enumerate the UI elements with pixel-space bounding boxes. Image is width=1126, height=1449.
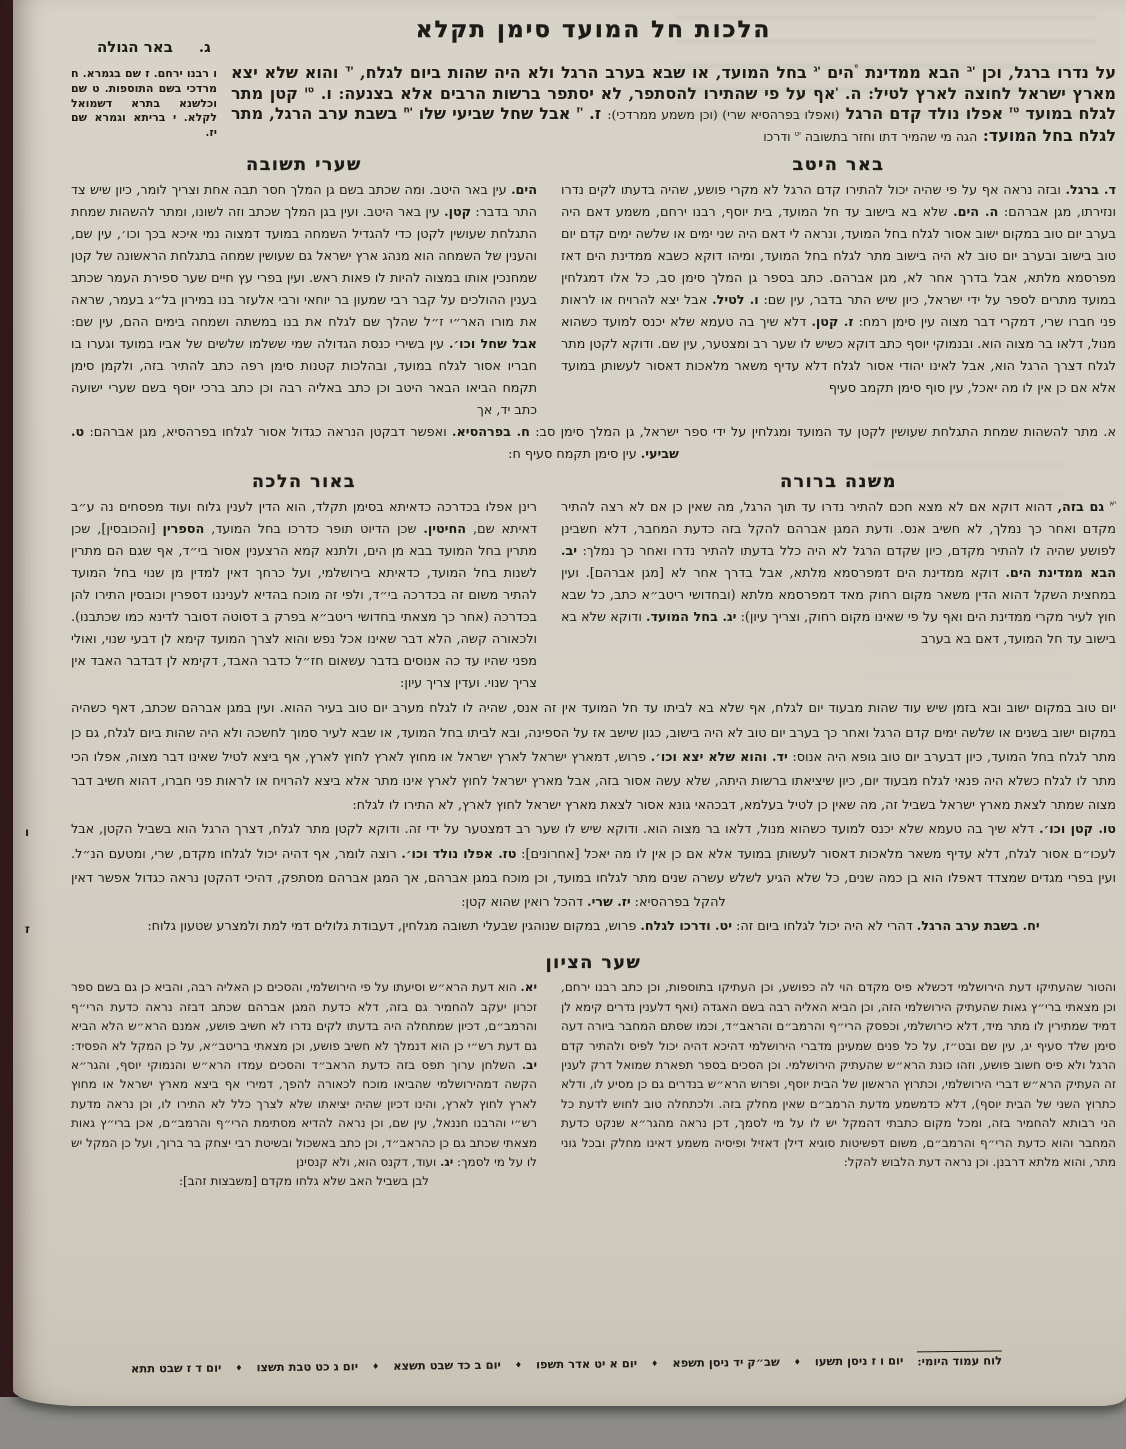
shaarei-teshuvah-heading: שערי תשובה	[246, 155, 362, 176]
mishnah-berurah-heading: משנה ברורה	[780, 472, 897, 493]
beer-hagolah-margin-letter: ז	[25, 922, 30, 937]
biur-halacha-heading: באור הלכה	[251, 472, 357, 493]
folio-number: ג.	[198, 38, 211, 56]
mishnah-berurah-paragraph: ז יח. בשבת ערב הרגל. דהרי לא היה יכול לגלחו ביום זה: יט. ודרכו לגלח. פרוש, במקום שנוהגין שבעלי תשובה מגלחין, דעבודת גלולים דמי למת ולמצרע שטעון גלוח:	[71, 915, 1116, 939]
shaarei-teshuvah-text: הים. עין באר היטב. ומה שכתב בשם גן המלך חסר תבה אחת וצריך לומר, כיון שיש צד התר בדבר: קטן. עין באר היטב. ועין בגן המלך שכתב וזה לשונו, ומתר להשהות שמחת התגלחת שעושין לקטן כדי להגדיל השמחה במועד דמצוה נמי איכא בכך וכו׳, עין שם, והענין של השמחה הוא מנהג ארץ ישראל גם שעושין שמחה בתגלחת הראשונה של קטן שמחנכין אותו במצוה להיות לו פאות ראש. ועין בפרי עץ חיים שער ספירת העמר שכתב בענין ההולכים על קבר רבי שמעון בר יוחאי ורבי אלעזר בנו במירון בל״ג בעמר, שראה את מורו האר״י ז״ל שהלך שם לגלח את בנו במשתה ושמחה בימים ההם, עין שם: אבל שחל וכו׳. עין בשירי כנסת הגדולה שמי ששלמו שלשים של אביו במועד וגערו בו חבריו אסור לגלח במועד, ובהלכות קטנות סימן רפה כתב להתיר בזה, ולקמן סימן תקמח הביאו הבאר היטב וכן כתב באליה רבה וכן כתב ברכי יוסף בשם שערי ישועה כתב יד, אך	[71, 183, 537, 419]
paper	[13, 0, 1126, 1406]
shulchan-aruch-text: על נדרו ברגל, וכן $^{יב}$ הבא ממדינת °הים $^{יג}$ בחל המועד, או שבא בערב הרגל ולא היה שהות ביום לגלח, $^{יד}$ והוא שלא יצא מארץ ישראל לחוצה לארץ לטיל: ה. $^י$אף על פי שהתירו להסתפר, לא יסתפר ברשות הרבים אלא בצנעה: ו. $^{טו}$ קטן מתר לגלח במועד $^{טז}$ אפלו נולד קדם הרגל (ואפלו בפרהסיא שרי) (וכן משמע ממרדכי): ז. $^{יז}$ אבל שחל שביעי שלו $^{יח}$ בשבת ערב הרגל, מתר לגלח בחל המועד: הגה מי שהמיר דתו וחזר בתשובה $^{יט}$ ודרכו	[231, 63, 1117, 145]
shaar-hatzion-columns	[71, 978, 1116, 1191]
biur-halacha-section	[71, 472, 537, 695]
beer-hagolah-margin-letter: ו	[25, 825, 30, 840]
daily-page-schedule	[77, 1350, 1056, 1377]
shaar-hatzion-right-column: והטור שהעתיקו דעת הירושלמי דכשלא פיס מקדם הוי לה כפושע, וכן העתיקו בתוספות, וכן כתב רבנו ירחם, וכן מצאתי ברי״ץ גאות שהעתיק הירושלמי הזה, וכן הביא האליה רבה בשם האגדה (ואף דלענין נדרים קימא לן דמיד שמתירין לו מתר מיד, דלא כירושלמי, וכפסק הרי״ף והרמב״ם והראב״ד, וכמו שסתם המחבר ביורה דעה סימן שלד סעיף יג, עין שם ובט״ז, על כל פנים שמעינן מדברי הירושלמי דהיכא דהיה יכול לפיס ולהתיר קדם הרגל ולא פיס חשוב פושע, וזהו כונת הרא״ש שהעתיק הירושלמי. וכן הסכים בספר תפארת שמואל דרק לענין זה העתיק הרא״ש דברי הירושלמי, וכתרוץ הראשון של הבית יוסף, ופרוש הרא״ש בנדרים גם כן מסיע לו, ודלא כתרוץ השני של הבית יוסף), דלא כדמשמע מדעת הרמב״ם שאין מחלק בזה. ולכתחלה טוב לחוש לדעת כל הני רבותא להחמיר בזה, ומכל מקום כתבתי דהמקל יש לו על מי לסמך, דכן נראה מהגר״א שנקט כדעת המחבר והוא כדעת הרי״ף והרמב״ם, משום דפשיטות סוגיא דילן דאזיל ופיסיה משמע דאינו מחלק ובכל גוני מתר, והוא מלתא דרבנן. וכן נראה דעת הלבוש להקל:	[561, 980, 1116, 1170]
beer-heitev-fullwidth-text: א. מתר להשהות שמחת התגלחת שעושין לקטן עד המועד ומגלחין על ידי ספר ישראל, גן המלך סימן סב: ח. בפרהסיא. ואפשר דבקטן הנראה כגדול אסור לגלחו בפרהסיא, מגן אברהם: ט. שביעי. עין סימן תקמח סעיף ח:	[71, 425, 1116, 463]
mishnah-berurah-paragraph: ו טו. קטן וכו׳. דלא שיך בה טעמא שלא יכנס למועד כשהוא מנול, דלאו בר מצוה הוא. ודוקא שיש לו שער רב דמצטער על ידי זה. ודוקא לקטן מתר לגלח, דצרך הרגל הוא בשביל הקטן, אבל לעכו״ם אסור לגלח, דלא עדיף משאר מלאכות דאסור לעשותן במועד אלא אם כן אין לו מה יאכל [אחרונים]: טז. אפלו נולד וכו׳. רוצה לומר, אף דהיה יכול לגלחו מקדם, שרי, ומטעם הנ״ל. ועין בפרי מגדים שמצדד דאפלו הוא בן כמה שנים, כל שלא הגיע לשלש עשרה שנים מתר לגלחו במועד, וכן מוכח במגן אברהם, אך המגן אברהם מסתפק, דהיכי דהקטן נראה כגדול אפשר דאין להקל בפרהסיא: יז. שרי. דהכל רואין שהוא קטן:	[25, 822, 1116, 910]
mishnah-berurah-column-text: $^{יא}$ גם בזה, דהוא דוקא אם לא מצא חכם להתיר נדרו עד תוך הרגל, מה שאין כן אם לא רצה להתיר מקדם ואחר כך נמלך, לא חשיב אנס. ודעת המגן אברהם להקל בזה כדעת המחבר, דלא חשבינן לפושע שהיה לו להתיר מקדם, כיון שקדם הרגל לא היה כלל בדעתו להתיר נדרו ואחר כך נמלך: יב. הבא ממדינת הים. דוקא ממדינת הים דמפרסמא מלתא, אבל בדרך אחר לא [מגן אברהם]. ועין במחצית השקל דהוא הדין משאר מקום רחוק מאד דמפרסמא מלתא (ובחדושי ריטב״א כתב, כל שבא חוץ לעיר מקרי ממדינת הים ואף על פי שאינו מקום רחוק, וצריך עיון): יג. בחל המועד. ודוקא שלא בא בישוב עד חל המועד, דאם בא בערב	[561, 499, 1116, 648]
mishnah-berurah-fullwidth	[25, 697, 1116, 939]
beer-heitev-text: ד. ברגל. ובזה נראה אף על פי שהיה יכול להתירו קדם הרגל לא מקרי פושע, שהיה בדעתו לקים נדרו ונזירתו, מגן אברהם: ה. הים. שלא בא בישוב עד חל המועד, בית יוסף, רבנו ירחם, משמע דאם היה בערב יום טוב במקום ישוב אסור לגלח בחל המועד, ונראה לי דאם היה שני ימים או שלשה ימים קדם יום טוב בישוב ובערב יום טוב לא היה בישוב מתר לגלח בחל המועד, ומיהו דוקא כשבא ממדינת הים דאז מפרסמא מלתא, אבל בדרך אחר לא, מגן אברהם. כתב בספר גן המלך סימן סב, כל אלו דמגלחין במועד מתרים לספר על ידי ישראל, כיון שיש התר בדבר, עין שם: ו. לטיל. אבל יצא להרויח או לראות פני חברו שרי, דמקרי דבר מצוה עין סימן רמח: ז. קטן. דלא שיך בה טעמא שלא יכנס למועד כשהוא מנול, דלאו בר מצוה הוא. ובנמוקי יוסף כתב דוקא כשיש לו שער רב ומצטער, עין שם. ודוקא לקטן מתר לגלח דצרך הרגל הוא, אבל לאינו יהודי אסור לגלח דלא עדיף משאר מלאכות דאסור לעשותן במועד אלא אם כן אין לו מה יאכל, עין סוף סימן תקמב סעיף	[561, 183, 1116, 397]
beer-heitev-heading: באר היטב	[792, 155, 885, 176]
schedule-label: לוח עמוד היומי:	[917, 1350, 1002, 1368]
mishnah-berurah-paragraph: יום טוב במקום ישוב ובא בזמן שיש עוד שהות מבעוד יום לגלח, אף שלא בא לביתו עד חל המועד אין זה אנס, שהיה לו לגלח מערב יום טוב בעיר ההוא. ועין במגן אברהם שכתב, דאף כשהיה במקום ישוב בשנים או שלשה ימים קדם הרגל ואחר כך בערב יום טוב לא היה בישוב, כגון שישב אז על הספינה, ובא לביתו בחל המועד, או שבא לעיר סמוך לחשכה ולא היה שהות ביום לגלח, גם כן מתר לגלח בחל המועד, כיון דבערב יום טוב גופא היה אנוס: יד. והוא שלא יצא וכו׳. פרוש, דמארץ ישראל לארץ ישראל או מחוץ לארץ לחוץ לארץ, אף ביצא לטיל שאינו דבר מצוה, אפלו הכי מתר לו לגלח כשלא היה פנאי לגלח מבעוד יום, כיון שיציאתו ברשות היתה, שלא עשה אסור בזה, אבל מארץ ישראל לחוץ לארץ אינו מתר אלא ביצא להרויח או לראות פני חברו, דהוא חשיב דבר מצוה שמתר לצאת מארץ ישראל בשביל זה, מה שאין כן לטיל בעלמא, דבכהאי גונא אסור לצאת מארץ ישראל לחוץ לארץ, לא התירו לו לגלח:	[71, 701, 1116, 814]
bleed-through	[676, 6, 1096, 126]
page-title: הלכות חל המועד סימן תקלא	[415, 16, 772, 43]
biur-halacha-text: רינן אפלו בכדרכה כדאיתא בסימן תקלד, הוא הדין לענין גלוח ועוד מפסחים נה ע״ב דאיתא שם, החיטין. שכן הדיוט תופר כדרכו בחל המועד, הספרין [והכובסין], שכן מתרין בחל המועד בבא מן הים, ולתנא קמא הרצענין אסור בי״ד, אף שגם הם מתרין לשנות בחל המועד, כדאיתא בירושלמי, ועל כרחך דאין למדין מן שנוי בחל המועד להתיר משום זה בכדרכה בי״ד, ולפי זה מוכח בהדיא לעניננו דספרין וכובסין התירו להן בכדרכה (אחר כך מצאתי בחדושי ריטב״א בפרק ב דסוטה דסובר לדינא כמו שכתבנו). ולכאורה קשה, הלא דבר שאינו אכל נפש והוא לצרך המועד קימא לן דבעי שנוי, ואולי מפני שהיו עד כה אנוסים בדבר עשאום חז״ל כדבר האבד, דקימא לן דבדבר האבד אין צריך שנוי. ועדין צריך עיון:	[71, 500, 537, 692]
schedule-entries: יום ו ז ניסן תשעו ♦ שב״ק יד ניסן תשפא ♦ יום א יט אדר תשפו ♦ יום ב כד שבט תשצא ♦ יום ג כט טבת תשצו ♦ יום ד ז שבט תתא	[130, 1352, 904, 1376]
shaarei-teshuvah-section	[71, 155, 537, 422]
shaar-hatzion-heading: שער הציון	[545, 953, 642, 974]
folio-header	[97, 38, 211, 56]
shaar-hatzion-last-line: לבן בשביל האב שלא גלחו מקדם [משבצות זהב]:	[178, 1174, 429, 1189]
margin-column-heading: באר הגולה	[97, 38, 173, 56]
beer-hagolah-notes: ו רבנו ירחם. ז שם בגמרא. ח מרדכי בשם התוספות. ט שם וכלשנא בתרא דשמואל לקלא. י בריתא וגמרא שם יז.	[71, 67, 217, 140]
shaar-hatzion-left-column: יא. הוא דעת הרא״ש וסיעתו על פי הירושלמי, והסכים כן האליה רבה, והביא כן גם בשם ספר זכרון יעקב להחמיר גם בזה, דלא כדעת המגן אברהם שכתב דבזה נראה כדעת הרי״ף והרמב״ם, דכיון שמתחלה היה בדעתו לקים נדרו לא חשיב פושע, אמנם הרא״ש הלא הביא גם דעת רש״י כן הוא דנמלך לא חשיב פושע, וכן מצאתי בריטב״א, על כן המקל לא הפסיד: יב. השלחן ערוך תפס בזה כדעת הראב״ד והסכים עמדו הרא״ש והנמוקי יוסף, והגר״א הקשה דמהירושלמי שהביאו מוכח לכאורה להפך, דמירי אף ביצא מארץ ישראל או מחוץ לארץ לחוץ לארץ, והינו דכיון שהיה יציאתו שלא לצרך כלל לא התירו לו, וכן נראה מדעת רש״י והרבנו חננאל, עין שם, וכן נראה להדיא מסתימת הרי״ף והרמב״ם, אכן ברי״ץ גאות מצאתי שכתב גם כן כהראב״ד, וכן כתב באשכול ובשיטת רבי יצחק בר ברוך, ועל כן המקל יש לו על מי לסמך: יג. ועוד, דקנס הוא, ולא קנסינן לבן בשביל האב שלא גלחו מקדם [משבצות זהב]:	[71, 978, 537, 1191]
